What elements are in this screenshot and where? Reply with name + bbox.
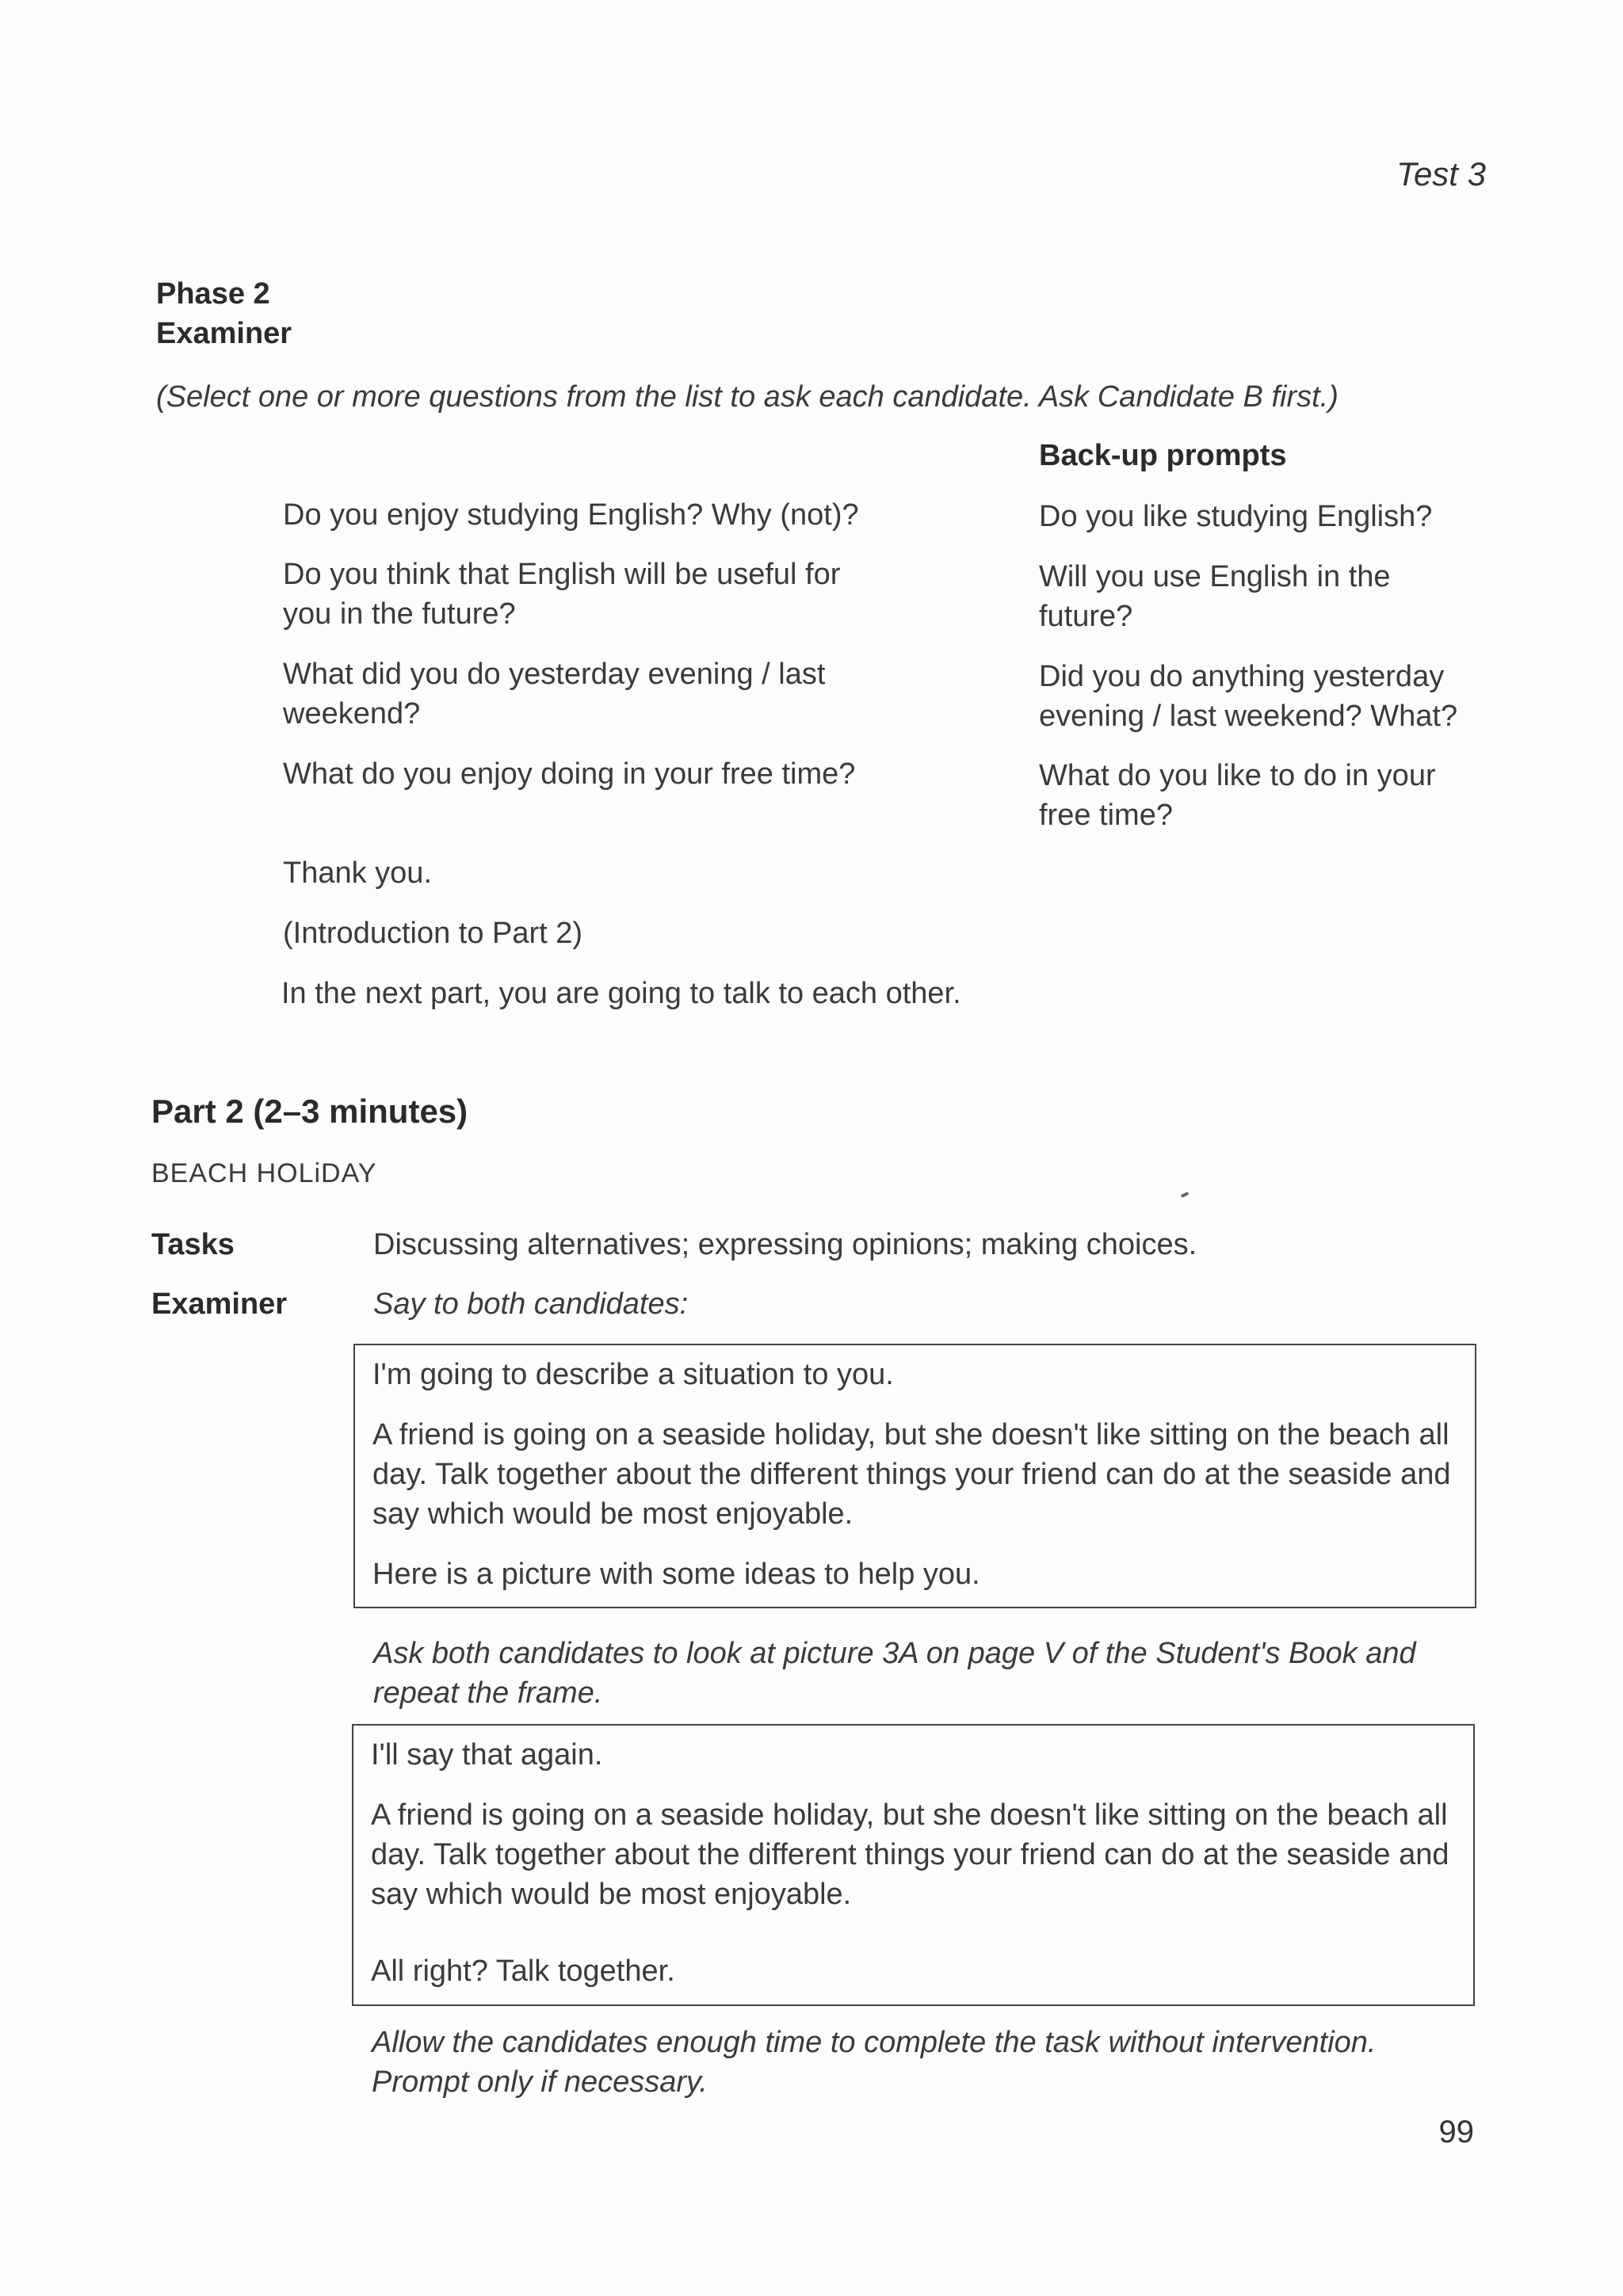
select-questions-instruction: (Select one or more questions from the list to ask each candidate. Ask Candidate B first.) bbox=[156, 380, 1338, 414]
tasks-label: Tasks bbox=[151, 1228, 235, 1261]
question-1: Do you enjoy studying English? Why (not)? bbox=[283, 498, 859, 532]
script-box-1 bbox=[353, 1344, 1476, 1608]
box2-situation-text: A friend is going on a seaside holiday, but she doesn't like sitting on the beach all day. Talk together about the different things your friend can do at the seaside and say which would be most enjoyable. bbox=[371, 1798, 1449, 1911]
pencil-mark bbox=[1181, 1192, 1190, 1198]
page-number: 99 bbox=[1438, 2115, 1474, 2149]
examiner-heading: Examiner bbox=[156, 317, 292, 350]
backup-prompt-1: Do you like studying English? bbox=[1039, 500, 1433, 533]
question-4: What do you enjoy doing in your free time? bbox=[283, 757, 856, 791]
backup-prompts-heading: Back-up prompts bbox=[1039, 439, 1287, 472]
box1-closing-line: Here is a picture with some ideas to help you. bbox=[372, 1558, 980, 1591]
thank-you-text: Thank you. bbox=[283, 856, 432, 890]
box2-closing-line: All right? Talk together. bbox=[371, 1955, 675, 1988]
backup-prompt-4: What do you like to do in your free time? bbox=[1039, 759, 1436, 832]
running-head: Test 3 bbox=[1396, 155, 1486, 193]
tasks-text: Discussing alternatives; expressing opinions; making choices. bbox=[373, 1228, 1197, 1261]
ask-candidates-instruction: Ask both candidates to look at picture 3A on page V of the Student's Book and repeat the frame. bbox=[373, 1637, 1416, 1710]
allow-time-instruction: Allow the candidates enough time to complete the task without intervention. Prompt only if necessary. bbox=[372, 2026, 1377, 2099]
question-2: Do you think that English will be useful for you in the future? bbox=[283, 558, 841, 631]
say-to-candidates-instruction: Say to both candidates: bbox=[373, 1287, 689, 1321]
part2-introduction-label: (Introduction to Part 2) bbox=[283, 917, 583, 950]
box1-situation-text: A friend is going on a seaside holiday, but she doesn't like sitting on the beach all day. Talk together about the different things your friend can do at the seaside and say which would be most enjoyable. bbox=[372, 1418, 1451, 1531]
script-box-2 bbox=[352, 1724, 1475, 2006]
examiner-label: Examiner bbox=[151, 1287, 288, 1321]
box1-opening-line: I'm going to describe a situation to you. bbox=[372, 1358, 894, 1391]
topic-title: BEACH HOLiDAY bbox=[151, 1158, 377, 1188]
phase-heading: Phase 2 bbox=[156, 277, 270, 311]
next-part-text: In the next part, you are going to talk to each other. bbox=[281, 977, 961, 1010]
part2-heading: Part 2 (2–3 minutes) bbox=[151, 1093, 468, 1130]
backup-prompt-3: Did you do anything yesterday evening / last weekend? What? bbox=[1039, 660, 1458, 733]
box2-opening-line: I'll say that again. bbox=[371, 1738, 603, 1772]
backup-prompt-2: Will you use English in the future? bbox=[1039, 560, 1391, 633]
question-3: What did you do yesterday evening / last weekend? bbox=[283, 658, 826, 730]
